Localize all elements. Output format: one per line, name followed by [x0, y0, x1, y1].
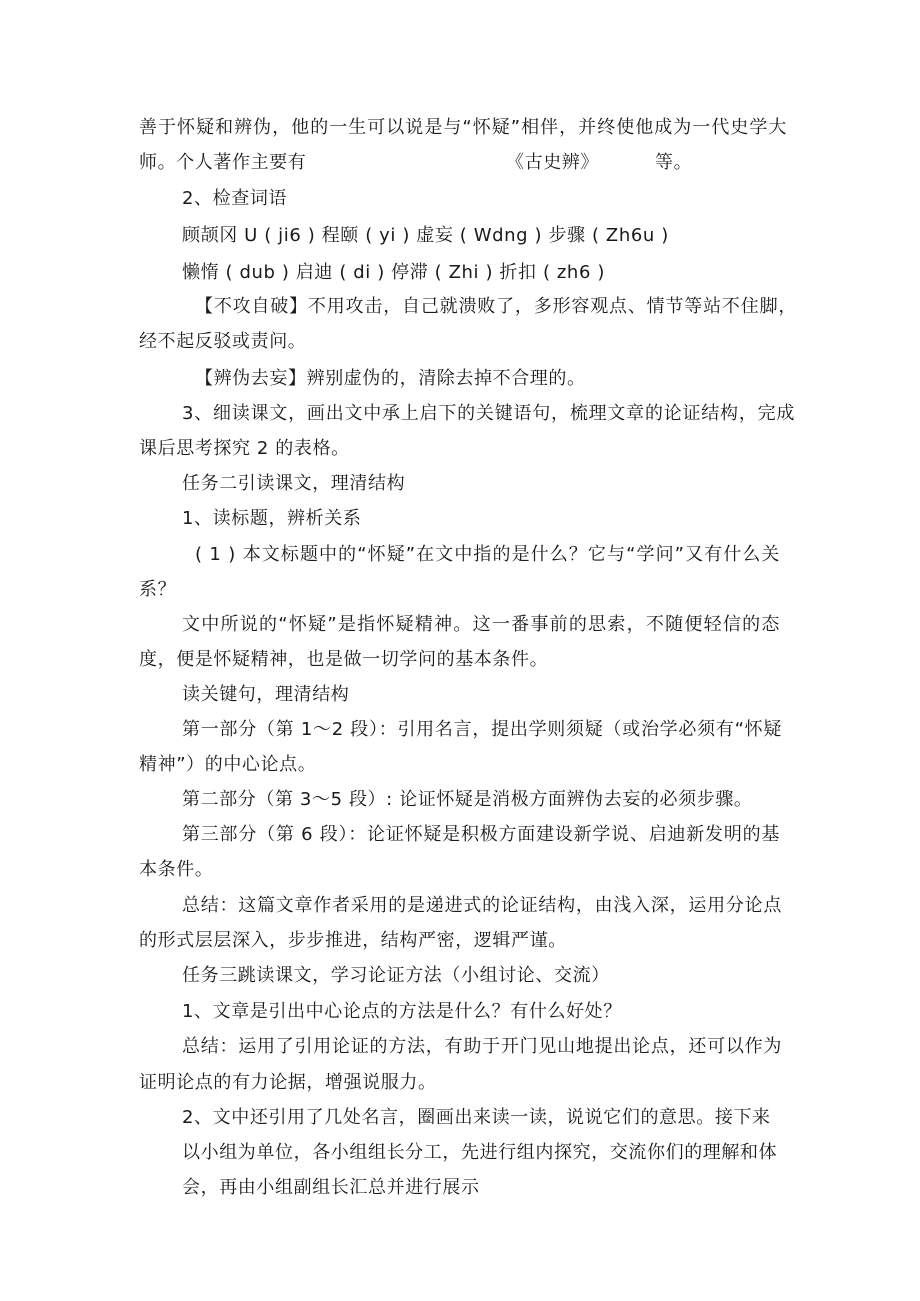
- text-line: 的形式层层深入，步步推进，结构严密，逻辑严谨。: [139, 930, 567, 951]
- text-line: 以小组为单位，各小组组长分工，先进行组内探究，交流你们的理解和体: [182, 1142, 778, 1163]
- summary: 总结：运用了引用论证的方法，有助于开门见山地提出论点，还可以作为: [182, 1036, 782, 1057]
- summary: 总结：这篇文章作者采用的是递进式的论证结构，由浅入深，运用分论点: [182, 895, 782, 916]
- structure-part: 第二部分（第 3〜5 段）: 论证怀疑是消极方面辨伪去妄的必须步骤。: [182, 789, 753, 810]
- text-line: 度，便是怀疑精神，也是做一切学问的基本条件。: [139, 649, 549, 670]
- vocab-line: 懒惰 ( dub ) 启迪 ( di ) 停滞 ( Zhi ) 折扣 ( zh6 ): [182, 262, 605, 283]
- structure-part: 第一部分（第 1〜2 段）：引用名言，提出学则须疑（或治学必须有“怀疑: [182, 719, 782, 740]
- text-line: 师。个人著作主要有: [139, 152, 307, 173]
- answer: 文中所说的“怀疑”是指怀疑精神。这一番事前的思索，不随便轻信的态: [182, 614, 780, 635]
- task-heading: 任务二引读课文，理清结构: [182, 473, 406, 494]
- text-line: 会，再由小组副组长汇总并进行展示: [182, 1177, 480, 1198]
- question: 2、文中还引用了几处名言，圈画出来读一读，说说它们的意思。接下来: [182, 1107, 771, 1128]
- text-line: 课后思考探究 2 的表格。: [139, 438, 350, 459]
- task-heading: 任务三跳读课文，学习论证方法（小组讨论、交流）: [182, 965, 610, 986]
- question: ( 1 ) 本文标题中的“怀疑”在文中指的是什么？它与“学问”又有什么关: [195, 544, 780, 565]
- section-heading: 2、检查词语: [182, 188, 288, 209]
- vocab-line: 顾颉冈 U ( ji6 ) 程颐 ( yi ) 虚妄 ( Wdng ) 步骤 ( Zh6u ): [182, 225, 669, 246]
- idiom-definition: 【不攻自破】不用攻击，自己就溃败了，多形容观点、情节等站不住脚，: [195, 296, 797, 317]
- text-line: 经不起反驳或责问。: [139, 331, 307, 352]
- section-heading: 读关键句，理清结构: [182, 684, 350, 705]
- question: 1、文章是引出中心论点的方法是什么？有什么好处？: [182, 1001, 622, 1022]
- text-line: 3、细读课文，画出文中承上启下的关键语句，梳理文章的论证结构，完成: [182, 403, 795, 424]
- text-line: 等。: [655, 152, 693, 173]
- text-line: 精神”）的中心论点。: [139, 754, 317, 775]
- idiom-definition: 【辨伪去妄】辨别虚伪的，清除去掉不合理的。: [195, 368, 586, 389]
- text-line: 本条件。: [139, 859, 214, 880]
- text-line: 系？: [139, 579, 177, 600]
- book-title: 《古史辨》: [506, 152, 599, 173]
- text-line: 证明论点的有力论据，增强说服力。: [139, 1072, 437, 1093]
- text-line: 善于怀疑和辨伪，他的一生可以说是与“怀疑”相伴，并终使他成为一代史学大: [139, 117, 787, 138]
- section-heading: 1、读标题，辨析关系: [182, 508, 362, 529]
- structure-part: 第三部分（第 6 段）：论证怀疑是积极方面建设新学说、启迪新发明的基: [182, 824, 780, 845]
